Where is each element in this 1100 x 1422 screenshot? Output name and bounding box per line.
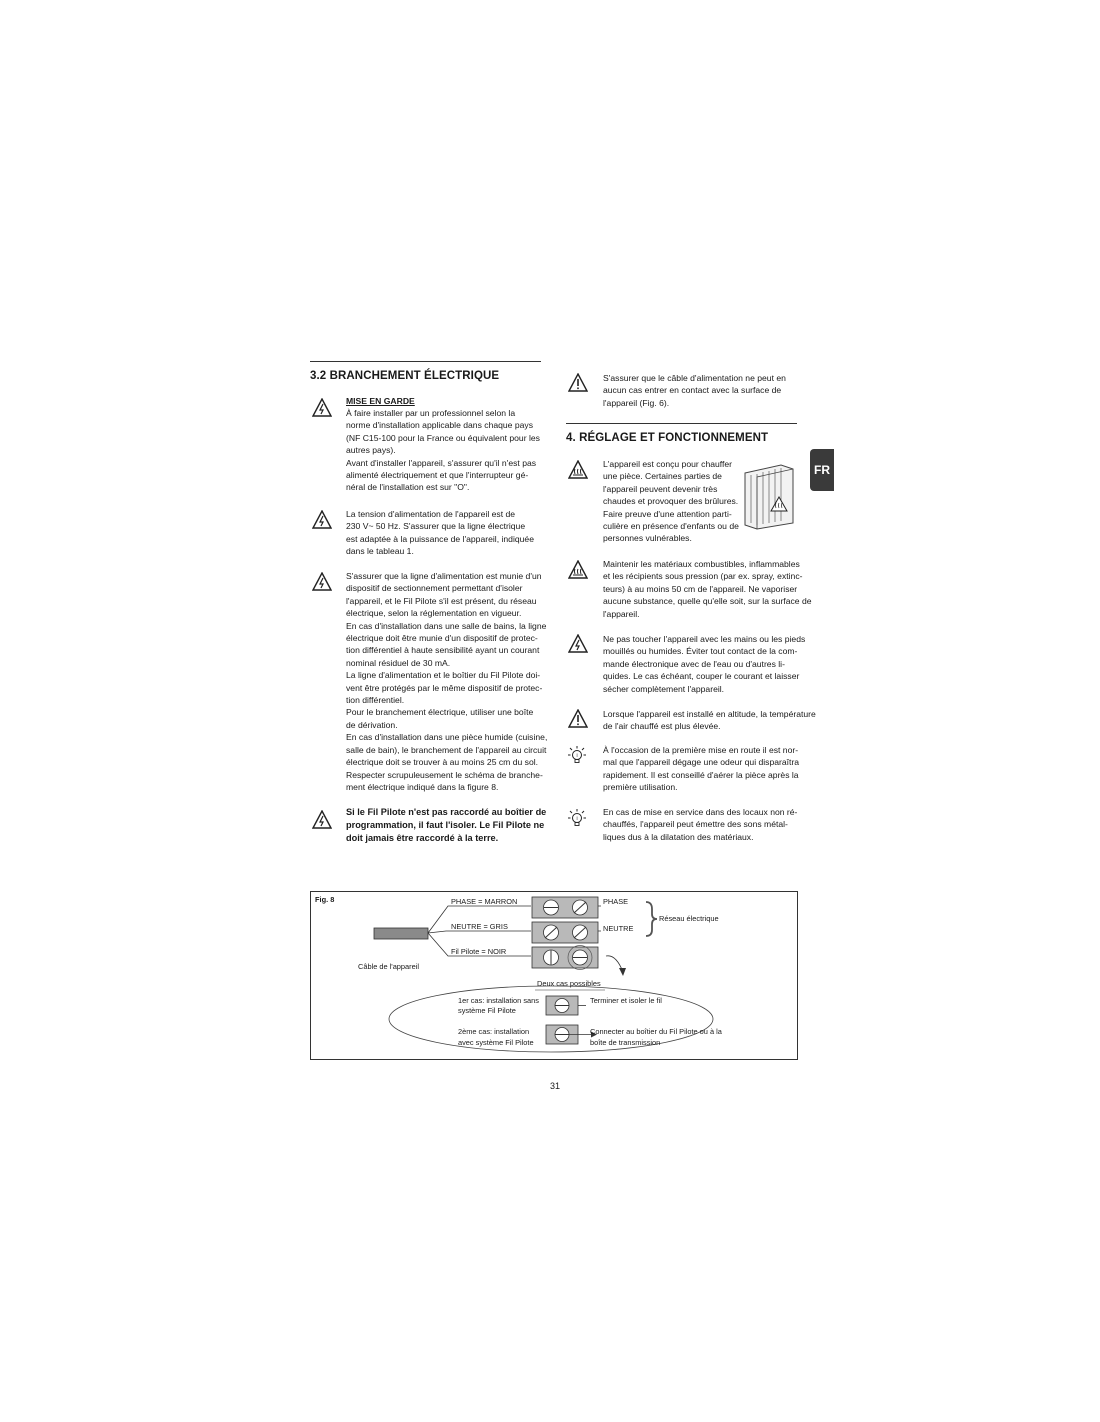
phase-wire-label: PHASE = MARRON <box>451 897 518 906</box>
text-line: Ne pas toucher l'appareil avec les mains ou les pieds <box>603 634 806 644</box>
text-line: électrique doit se trouver à au moins 25 cm du sol. <box>346 757 539 768</box>
text-line: 2ème cas: installation <box>458 1027 530 1036</box>
text-line: Si le Fil Pilote n'est pas raccordé au boîtier de <box>346 807 547 817</box>
text-line: électrique, selon la réglementation en vigueur. <box>346 608 522 619</box>
right-top-block <box>603 372 797 409</box>
section-rule <box>566 423 797 424</box>
section-32-title: 3.2 BRANCHEMENT ÉLECTRIQUE <box>310 370 500 382</box>
text-line: personnes vulnérables. <box>603 533 692 544</box>
text-line: l'appareil peuvent devenir très <box>603 483 718 494</box>
section-rule <box>310 361 541 362</box>
text-line: doit jamais être raccordé à la terre. <box>346 833 499 843</box>
text-line: une pièce. Certaines parties de <box>603 471 722 482</box>
text-line: mouillés ou humides. Éviter tout contact de la com- <box>603 646 798 657</box>
text-line: autres pays). <box>346 445 396 456</box>
radiator-illustration <box>741 463 797 531</box>
text-line: En cas d'installation dans une salle de bains, la ligne <box>346 620 547 631</box>
text-line: Connecter au boîtier du Fil Pilote ou à la <box>590 1027 722 1036</box>
text-line: La tension d'alimentation de l'appareil est de <box>346 509 516 519</box>
text-line: électrique doit être munie d'un dispositif de protec- <box>346 633 538 644</box>
text-line: (NF C15-100 pour la France ou équivalent pour les <box>346 432 540 443</box>
text-line: première utilisation. <box>603 782 678 793</box>
text-line: teurs) à au moins 50 cm de l'appareil. Ne vaporiser <box>603 583 798 594</box>
electric-warning-icon <box>312 572 332 592</box>
lightbulb-info-icon <box>567 745 587 765</box>
text-line: dispositif de sectionnement permettant d'isoler <box>346 583 523 594</box>
phase-label: PHASE <box>603 897 629 906</box>
text-line: L'appareil est conçu pour chauffer <box>603 459 733 469</box>
text-line: et les récipients sous pression (par ex. spray, extinc- <box>603 571 803 582</box>
text-line: est adaptée à la puissance de l'appareil, indiquée <box>346 533 534 544</box>
text-line: Maintenir les matériaux combustibles, inflammables <box>603 559 800 569</box>
case-2-label <box>458 1026 534 1048</box>
text-line: En cas de mise en service dans des locaux non ré- <box>603 807 798 817</box>
text-line: S'assurer que la ligne d'alimentation est munie d'un <box>346 571 542 581</box>
case-1-label <box>458 996 539 1016</box>
text-line: liques dus à la dilatation des matériaux. <box>603 831 754 842</box>
text-line: aucune substance, quelle qu'elle soit, sur la surface de <box>603 596 812 607</box>
electric-warning-icon <box>312 810 332 830</box>
text-line: système Fil Pilote <box>458 1006 516 1015</box>
text-line: Avant d'installer l'appareil, s'assurer qu'il n'est pas <box>346 457 537 468</box>
svg-text:i: i <box>576 816 578 822</box>
hot-surface-icon <box>568 460 588 480</box>
text-line: programmation, il faut l'isoler. Le Fil Pilote ne <box>346 820 545 830</box>
text-line: avec système Fil Pilote <box>458 1038 534 1047</box>
text-line: boîte de transmission <box>590 1038 661 1047</box>
section-32-block-2 <box>346 508 541 558</box>
text-line: chauffés, l'appareil peut émettre des sons métal- <box>603 819 788 830</box>
cable-label: Câble de l'appareil <box>358 962 419 971</box>
text-line: l'appareil (Fig. 6). <box>603 397 670 408</box>
text-line: alimenté électriquement et que l'interrupteur gé- <box>346 470 529 481</box>
lightbulb-info-icon <box>567 808 587 828</box>
electric-warning-icon <box>568 634 588 654</box>
section-4-title: 4. RÉGLAGE ET FONCTIONNEMENT <box>566 432 769 444</box>
text-line: l'appareil. <box>603 608 640 619</box>
section-4-block-2 <box>603 558 812 620</box>
warning-icon <box>568 709 588 729</box>
text-line: sécher complètement l'appareil. <box>603 683 725 694</box>
text-line: aucun cas entrer en contact avec la surface de <box>603 385 782 396</box>
text-line: mal que l'appareil dégage une odeur qui disparaîtra <box>603 757 800 768</box>
text-line: dans le tableau 1. <box>346 546 414 557</box>
text-line: culière en présence d'enfants ou de <box>603 521 739 532</box>
section-32-block-1 <box>346 407 541 494</box>
electric-warning-icon <box>312 510 332 530</box>
section-32-block-4 <box>346 806 547 845</box>
svg-text:i: i <box>576 753 578 759</box>
wiring-diagram <box>311 892 797 1059</box>
section-4-block-3 <box>603 633 806 695</box>
electric-warning-icon <box>312 398 332 418</box>
text-line: néral de l'installation est sur "O". <box>346 482 470 493</box>
neutre-wire-label: NEUTRE = GRIS <box>451 922 508 931</box>
text-line: 1er cas: installation sans <box>458 996 539 1005</box>
section-4-block-5 <box>603 744 800 794</box>
text-line: nominal résiduel de 30 mA. <box>346 657 451 668</box>
text-line: tion différentiel à haute sensibilité ayant un courant <box>346 645 540 656</box>
figure-8 <box>310 891 798 1060</box>
text-line: rapidement. Il est conseillé d'aérer la pièce après la <box>603 769 799 780</box>
pilote-wire-label: Fil Pilote = NOIR <box>451 947 507 956</box>
text-line: de dérivation. <box>346 719 398 730</box>
text-line: 230 V~ 50 Hz. S'assurer que la ligne électrique <box>346 521 526 532</box>
page-number: 31 <box>549 1081 560 1091</box>
text-line: chaudes et provoquer des brûlures. <box>603 496 739 507</box>
text-line: de l'air chauffé est plus élevée. <box>603 721 721 732</box>
text-line: Faire preuve d'une attention parti- <box>603 508 732 519</box>
section-32-block-3 <box>346 570 548 793</box>
neutre-label: NEUTRE <box>603 924 634 933</box>
text-line: À l'occasion de la première mise en route il est nor- <box>603 745 799 755</box>
text-line: ment électrique indiqué dans la figure 8. <box>346 781 499 792</box>
text-line: l'appareil, et le Fil Pilote s'il est présent, du réseau <box>346 595 537 606</box>
text-line: quides. Le cas échéant, couper le courant et laisser <box>603 671 800 682</box>
figure-label: Fig. 8 <box>315 895 335 904</box>
language-tab: FR <box>810 449 834 491</box>
case-2-action <box>590 1026 722 1048</box>
hot-surface-icon <box>568 560 588 580</box>
network-label: Réseau électrique <box>659 914 719 923</box>
section-4-block-6 <box>603 806 797 843</box>
text-line: La ligne d'alimentation et le boîtier du Fil Pilote doi- <box>346 670 541 681</box>
text-line: norme d'installation applicable dans chaque pays <box>346 420 534 431</box>
text-line: Lorsque l'appareil est installé en altitude, la température <box>603 709 816 719</box>
text-line: En cas d'installation dans une pièce humide (cuisine, <box>346 732 548 743</box>
text-line: S'assurer que le câble d'alimentation ne peut en <box>603 373 786 383</box>
two-cases-label: Deux cas possibles <box>537 979 601 988</box>
section-4-block-4 <box>603 708 816 733</box>
warning-icon <box>568 373 588 393</box>
section-4-block-1 <box>603 458 739 545</box>
text-line: À faire installer par un professionnel selon la <box>346 408 516 418</box>
case-1-action: Terminer et isoler le fil <box>590 996 662 1005</box>
warning-heading: MISE EN GARDE <box>346 396 415 406</box>
text-line: Pour le branchement électrique, utiliser une boîte <box>346 707 534 718</box>
text-line: tion différentiel. <box>346 695 405 706</box>
text-line: mande électronique avec de l'eau ou d'autres li- <box>603 658 785 669</box>
text-line: vent être protégés par le même dispositif de protec- <box>346 682 543 693</box>
text-line: Respecter scrupuleusement le schéma de branche- <box>346 769 543 780</box>
text-line: salle de bain), le branchement de l'appareil au circuit <box>346 744 547 755</box>
